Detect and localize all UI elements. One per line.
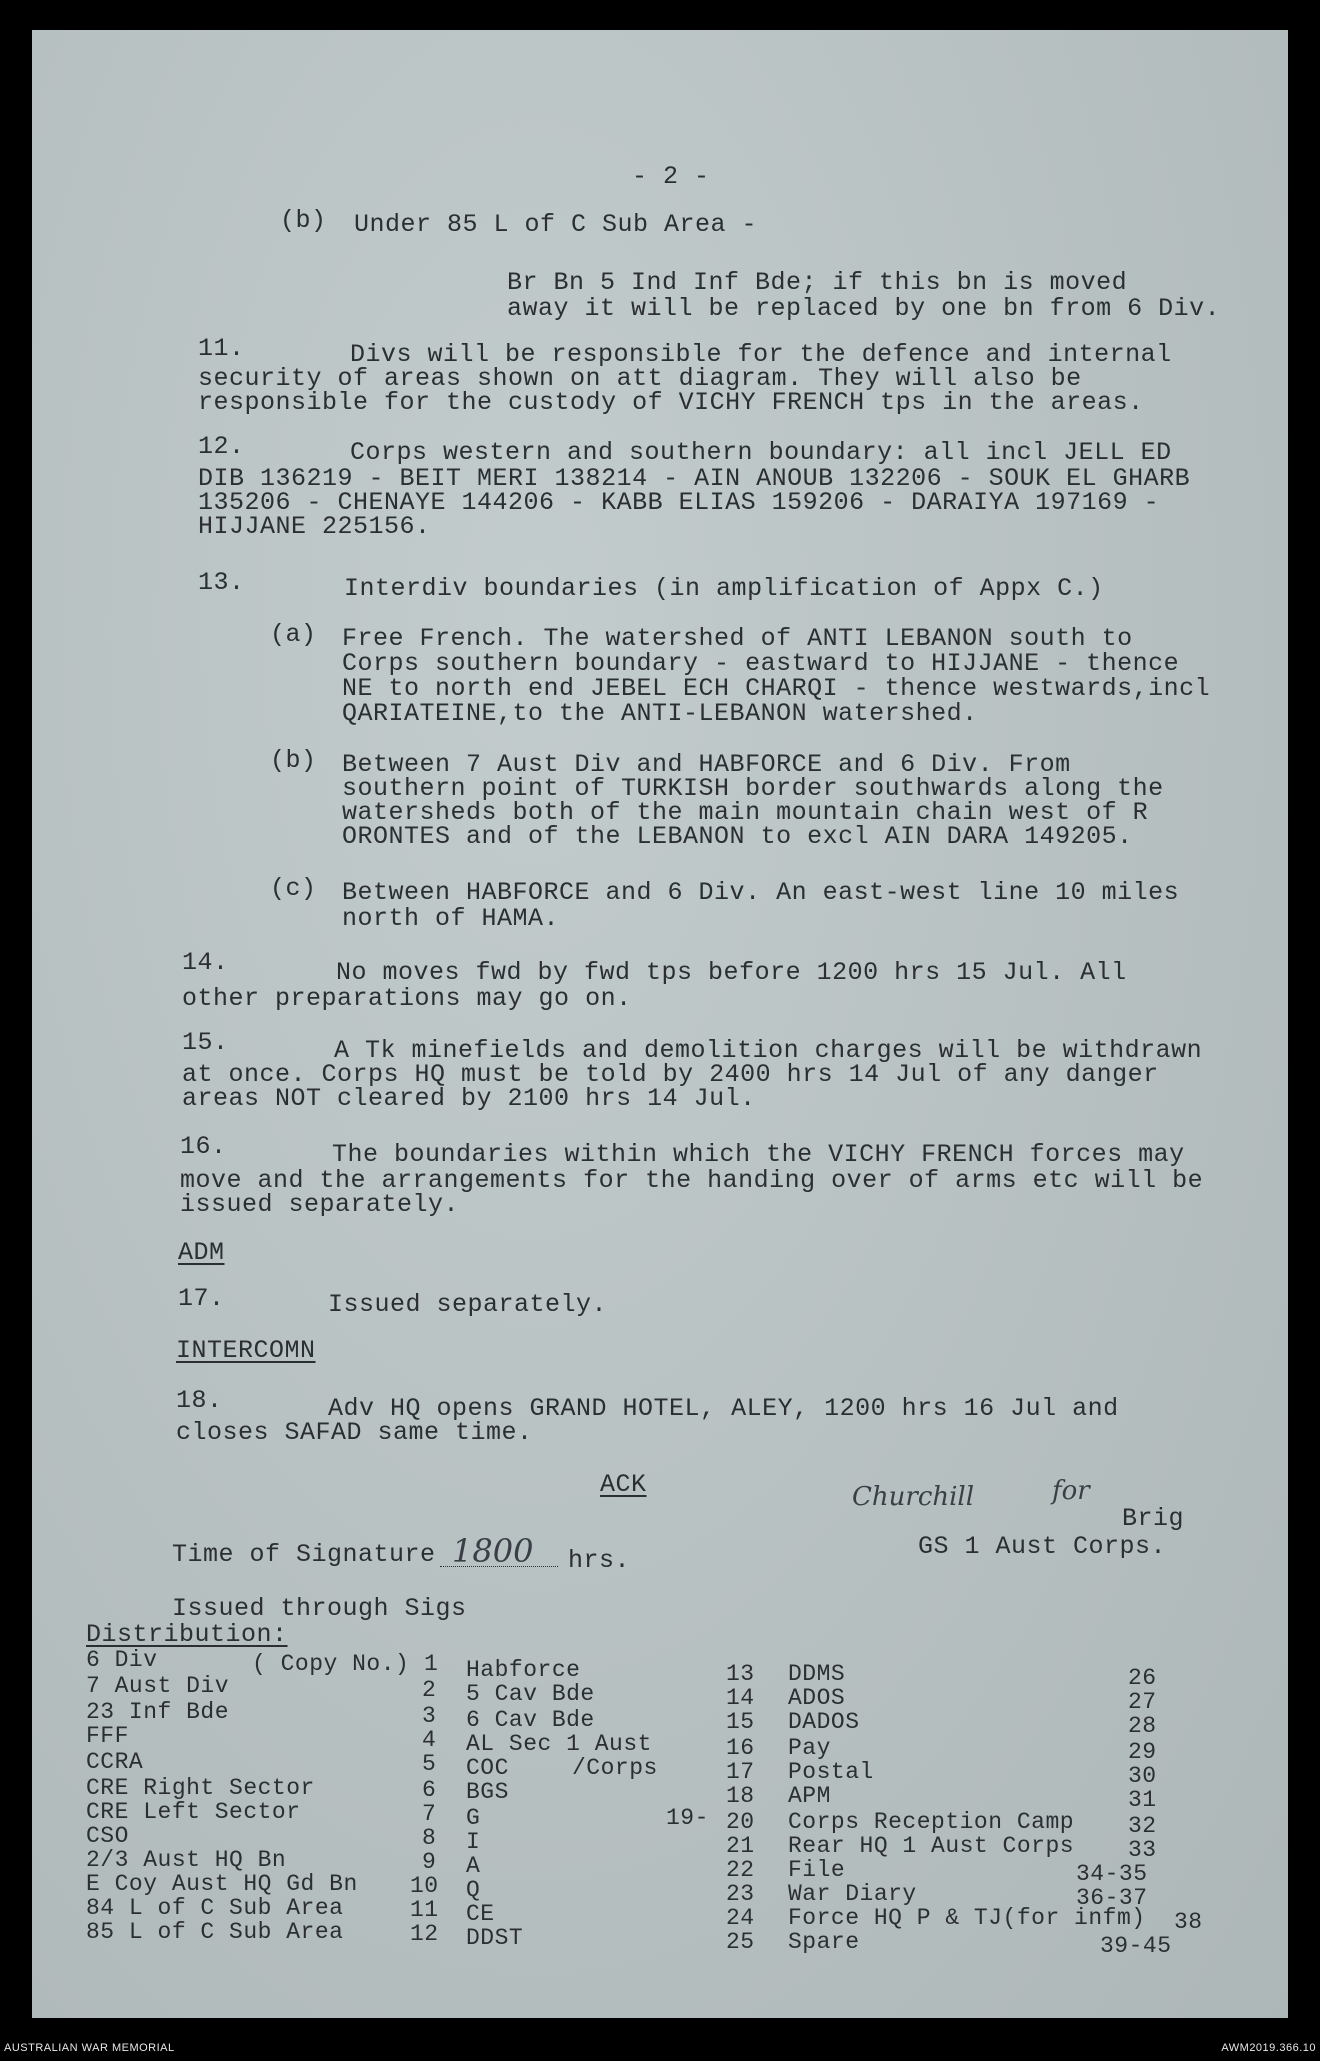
dist-copy-no: 28 [1128, 1713, 1157, 1739]
para-18-line: Adv HQ opens GRAND HOTEL, ALEY, 1200 hrs 16 Jul and [328, 1394, 1119, 1423]
handwritten-signature: Churchill [852, 1482, 975, 1512]
dist-item-extra: /Corps [572, 1755, 658, 1781]
time-of-signature-unit: hrs. [568, 1546, 631, 1575]
dist-item: ADOS [788, 1685, 846, 1711]
para-12-line: DIB 136219 - BEIT MERI 138214 - AIN ANOUB 132206 - SOUK EL GHARB [198, 464, 1191, 493]
dist-item: Pay [788, 1735, 831, 1761]
dist-item: CE [466, 1901, 495, 1927]
para-b-heading: Under 85 L of C Sub Area - [354, 210, 758, 239]
dist-item: 5 Cav Bde [466, 1681, 595, 1707]
dist-index: 14 [726, 1685, 755, 1711]
para-11-line: security of areas shown on att diagram. They will also be [198, 364, 1082, 393]
dist-item: 23 Inf Bde [86, 1699, 230, 1725]
para-16-line: issued separately. [180, 1190, 460, 1219]
dist-index: 15 [726, 1709, 755, 1735]
dist-copy-no: 39-45 [1100, 1933, 1172, 1959]
para-13a-label: (a) [270, 620, 317, 649]
para-number: 14. [182, 948, 229, 977]
para-13c-line: north of HAMA. [342, 904, 560, 933]
distribution-heading: Distribution: [86, 1620, 288, 1649]
dist-copy-no: 2 [422, 1677, 437, 1703]
para-15-line: at once. Corps HQ must be told by 2400 hrs 14 Jul of any danger [182, 1060, 1159, 1089]
para-number: 17. [178, 1284, 225, 1313]
para-17-line: Issued separately. [328, 1290, 608, 1319]
para-18-line: closes SAFAD same time. [176, 1418, 533, 1447]
dist-item: 6 Cav Bde [466, 1707, 595, 1733]
dist-copy-no: 6 [422, 1777, 437, 1803]
page-number: - 2 - [632, 162, 710, 191]
para-13b-line: watersheds both of the main mountain chain west of R [342, 798, 1149, 827]
dist-item: CRE Right Sector [86, 1775, 315, 1801]
dist-index: 20 [726, 1809, 755, 1835]
para-13b-line: Between 7 Aust Div and HABFORCE and 6 Div. From [342, 750, 1071, 779]
issued-through: Issued through Sigs [172, 1594, 467, 1623]
para-14-line: No moves fwd by fwd tps before 1200 hrs 15 Jul. All [336, 958, 1127, 987]
document-page [32, 30, 1288, 2018]
dist-index: 21 [726, 1833, 755, 1859]
dist-copy-no: 12 [410, 1921, 439, 1947]
dist-item: Postal [788, 1759, 874, 1785]
para-12-line: 135206 - CHENAYE 144206 - KABB ELIAS 159206 - DARAIYA 197169 - [198, 488, 1160, 517]
dist-item: E Coy Aust HQ Gd Bn [86, 1871, 358, 1897]
dist-item: Force HQ P & TJ(for infm) [788, 1905, 1146, 1931]
dist-copy-no: 29 [1128, 1739, 1157, 1765]
dist-copy-no: 33 [1128, 1837, 1157, 1863]
dist-index: 13 [726, 1661, 755, 1687]
para-14-line: other preparations may go on. [182, 984, 632, 1013]
para-13a-line: Corps southern boundary - eastward to HIJJANE - thence [342, 649, 1180, 678]
dist-item: APM [788, 1783, 831, 1809]
dist-item: DDST [466, 1925, 524, 1951]
dist-copy-no: 9 [422, 1849, 437, 1875]
para-number: 13. [198, 568, 245, 597]
dist-item: DDMS [788, 1661, 846, 1687]
dist-copy-no: 3 [422, 1703, 437, 1729]
dist-index: 17 [726, 1759, 755, 1785]
dist-item: Corps Reception Camp [788, 1809, 1075, 1835]
para-16-line: The boundaries within which the VICHY FRENCH forces may [332, 1140, 1185, 1169]
dist-item: G [466, 1805, 481, 1831]
dist-copy-no: 26 [1128, 1665, 1157, 1691]
signature-time-underline [440, 1566, 558, 1567]
signature-rank: Brig [1122, 1504, 1185, 1533]
para-number: 12. [198, 432, 245, 461]
dist-item: War Diary [788, 1881, 917, 1907]
dist-copy-no: 10 [410, 1873, 439, 1899]
para-13a-line: NE to north end JEBEL ECH CHARQI - thence westwards,incl [342, 674, 1211, 703]
para-13c-line: Between HABFORCE and 6 Div. An east-west line 10 miles [342, 878, 1180, 907]
dist-item: Habforce [466, 1657, 581, 1683]
dist-item: Q [466, 1877, 481, 1903]
footer-archive-ref: AWM2019.366.10 [1221, 2042, 1316, 2054]
para-15-line: areas NOT cleared by 2100 hrs 14 Jul. [182, 1084, 756, 1113]
para-13b-label: (b) [270, 746, 317, 775]
dist-copy-no: 7 [422, 1801, 437, 1827]
dist-item: I [466, 1829, 481, 1855]
dist-item: Spare [788, 1929, 860, 1955]
dist-item: 85 L of C Sub Area [86, 1919, 344, 1945]
para-b-label: (b) [280, 206, 327, 235]
time-of-signature-value: 1800 [452, 1532, 534, 1570]
dist-item: CCRA [86, 1749, 144, 1775]
para-number: 11. [198, 334, 245, 363]
para-12-line: HIJJANE 225156. [198, 512, 431, 541]
dist-item: A [466, 1853, 481, 1879]
dist-index: 18 [726, 1783, 755, 1809]
dist-copy-no: 34-35 [1076, 1861, 1148, 1887]
para-16-line: move and the arrangements for the handing over of arms etc will be [180, 1166, 1204, 1195]
dist-index: 22 [726, 1857, 755, 1883]
dist-copy-no: 31 [1128, 1787, 1157, 1813]
para-13c-label: (c) [270, 874, 317, 903]
dist-item: BGS [466, 1779, 509, 1805]
signature-for: for [1052, 1476, 1090, 1506]
dist-copy-no: 30 [1128, 1763, 1157, 1789]
para-number: 16. [180, 1132, 227, 1161]
dist-copy-no: 27 [1128, 1689, 1157, 1715]
para-11-line: Divs will be responsible for the defence and internal [350, 340, 1172, 369]
dist-copy-no: 1 [424, 1651, 439, 1677]
ack-heading: ACK [600, 1470, 647, 1499]
para-13b-line: ORONTES and of the LEBANON to excl AIN DARA 149205. [342, 822, 1133, 851]
para-number: 18. [176, 1386, 223, 1415]
para-13b-line: southern point of TURKISH border southwards along the [342, 774, 1164, 803]
para-b-line: Br Bn 5 Ind Inf Bde; if this bn is moved [507, 268, 1128, 297]
dist-item: COC [466, 1755, 509, 1781]
dist-index: 24 [726, 1905, 755, 1931]
dist-copy-no: 5 [422, 1751, 437, 1777]
dist-copy-no: 11 [410, 1897, 439, 1923]
dist-item: FFF [86, 1723, 129, 1749]
dist-item-extra: 19- [666, 1805, 709, 1831]
dist-item: CSO [86, 1823, 129, 1849]
dist-item: 84 L of C Sub Area [86, 1895, 344, 1921]
dist-copy-no: 8 [422, 1825, 437, 1851]
dist-index: 25 [726, 1929, 755, 1955]
para-13a-line: QARIATEINE,to the ANTI-LEBANON watershed. [342, 699, 978, 728]
dist-index: 16 [726, 1735, 755, 1761]
signature-unit: GS 1 Aust Corps. [918, 1532, 1167, 1561]
dist-item: 6 Div [86, 1647, 158, 1673]
footer-archive-name: AUSTRALIAN WAR MEMORIAL [4, 2042, 175, 2054]
intercomn-heading: INTERCOMN [176, 1336, 316, 1365]
para-13a-line: Free French. The watershed of ANTI LEBANON south to [342, 624, 1133, 653]
adm-heading: ADM [178, 1238, 225, 1267]
dist-item: CRE Left Sector [86, 1799, 301, 1825]
dist-copy-no: 36-37 [1076, 1885, 1148, 1911]
dist-item: 7 Aust Div [86, 1673, 230, 1699]
time-of-signature-label: Time of Signature [172, 1540, 436, 1569]
dist-item: DADOS [788, 1709, 860, 1735]
dist-copy-no: 32 [1128, 1813, 1157, 1839]
para-b-line: away it will be replaced by one bn from 6 Div. [507, 294, 1221, 323]
dist-item: 2/3 Aust HQ Bn [86, 1847, 287, 1873]
para-11-line: responsible for the custody of VICHY FRENCH tps in the areas. [198, 388, 1144, 417]
para-15-line: A Tk minefields and demolition charges will be withdrawn [334, 1036, 1203, 1065]
para-number: 15. [182, 1028, 229, 1057]
para-13-line: Interdiv boundaries (in amplification of Appx C.) [344, 574, 1104, 603]
para-12-line: Corps western and southern boundary: all incl JELL ED [350, 438, 1172, 467]
dist-item: AL Sec 1 Aust [466, 1731, 652, 1757]
dist-item-note: ( Copy No.) [252, 1651, 410, 1677]
dist-copy-no: 4 [422, 1727, 437, 1753]
dist-item: File [788, 1857, 846, 1883]
dist-index: 23 [726, 1881, 755, 1907]
dist-item: Rear HQ 1 Aust Corps [788, 1833, 1075, 1859]
dist-copy-no: 38 [1174, 1909, 1203, 1935]
